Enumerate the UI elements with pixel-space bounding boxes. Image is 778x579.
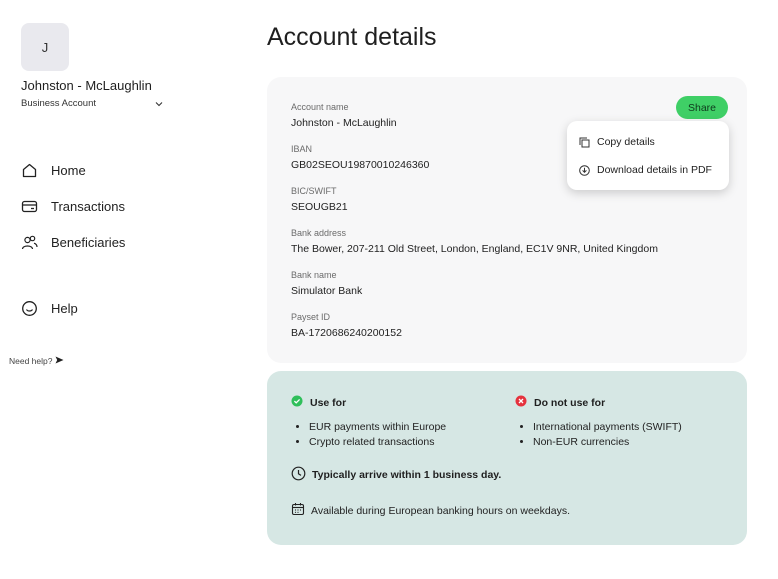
field-label: Account name: [291, 102, 349, 112]
field-value: Simulator Bank: [291, 285, 363, 297]
sidebar-item-label: Beneficiaries: [51, 234, 126, 250]
share-button[interactable]: Share: [676, 96, 728, 119]
copy-details-menu-item[interactable]: [567, 128, 729, 156]
copy-icon: [579, 137, 590, 148]
use-for-section: [291, 395, 446, 450]
use-for-list: [291, 420, 446, 450]
sidebar-item-transactions[interactable]: [21, 196, 125, 216]
payset-id-field: [291, 312, 402, 339]
bank-name-field: [291, 270, 362, 297]
list-item: • Non-EUR currencies: [533, 435, 682, 450]
field-label: Bank address: [291, 228, 347, 238]
need-help-link[interactable]: [9, 356, 64, 366]
list-item: • EUR payments within Europe: [309, 420, 446, 435]
sidebar-item-label: Help: [51, 300, 78, 316]
card-icon: [21, 198, 38, 215]
field-label: Bank name: [291, 270, 337, 280]
chevron-down-icon: [154, 99, 164, 109]
download-pdf-menu-item[interactable]: [567, 156, 729, 184]
download-icon: [579, 165, 590, 176]
need-help-label: Need help?: [9, 356, 53, 366]
field-value: GB02SEOU19870010246360: [291, 159, 430, 171]
iban-field: [291, 144, 429, 171]
page-title: Account details: [267, 23, 437, 51]
menu-item-label: Copy details: [597, 136, 655, 148]
arrival-timing-text: Typically arrive within 1 business day.: [312, 469, 502, 481]
field-value: Johnston - McLaughlin: [291, 117, 397, 129]
menu-item-label: Download details in PDF: [597, 164, 712, 176]
sidebar-item-label: Home: [51, 162, 86, 178]
check-circle-icon: [291, 395, 303, 410]
calendar-icon: [291, 502, 305, 519]
do-not-use-heading: [515, 395, 682, 410]
use-for-title: Use for: [310, 396, 347, 409]
users-icon: [21, 234, 38, 251]
sidebar-item-help[interactable]: [21, 298, 78, 318]
bank-address-field: [291, 228, 658, 255]
share-menu: [567, 121, 729, 190]
field-label: Payset ID: [291, 312, 331, 322]
field-label: IBAN: [291, 144, 313, 154]
do-not-use-title: Do not use for: [534, 396, 606, 409]
use-for-heading: [291, 395, 446, 410]
x-circle-icon: [515, 395, 527, 410]
account-owner-name: Johnston - McLaughlin: [21, 78, 152, 93]
do-not-use-section: [515, 395, 682, 450]
bic-swift-field: [291, 186, 348, 213]
send-arrow-icon: [55, 356, 64, 366]
banking-hours: [291, 502, 570, 519]
field-value: BA-1720686240200152: [291, 327, 402, 339]
account-type-label: Business Account: [21, 98, 96, 109]
account-name-field: [291, 102, 397, 129]
home-icon: [21, 162, 38, 179]
field-value: The Bower, 207-211 Old Street, London, England, EC1V 9NR, United Kingdom: [291, 243, 658, 255]
avatar[interactable]: J: [21, 23, 69, 71]
sidebar-item-home[interactable]: [21, 160, 125, 180]
field-value: SEOUGB21: [291, 201, 348, 213]
list-item: • International payments (SWIFT): [533, 420, 682, 435]
usage-info-card: [267, 371, 747, 545]
account-switcher[interactable]: [21, 98, 164, 109]
arrival-timing: [291, 466, 501, 484]
do-not-use-list: [515, 420, 682, 450]
sidebar-nav: [21, 160, 125, 268]
banking-hours-text: Available during European banking hours on weekdays.: [311, 504, 570, 517]
smile-icon: [21, 300, 38, 317]
list-item: • Crypto related transactions: [309, 435, 446, 450]
account-details-card: [267, 77, 747, 363]
field-label: BIC/SWIFT: [291, 186, 337, 196]
clock-icon: [291, 466, 306, 484]
sidebar-item-beneficiaries[interactable]: [21, 232, 125, 252]
sidebar-item-label: Transactions: [51, 198, 125, 214]
